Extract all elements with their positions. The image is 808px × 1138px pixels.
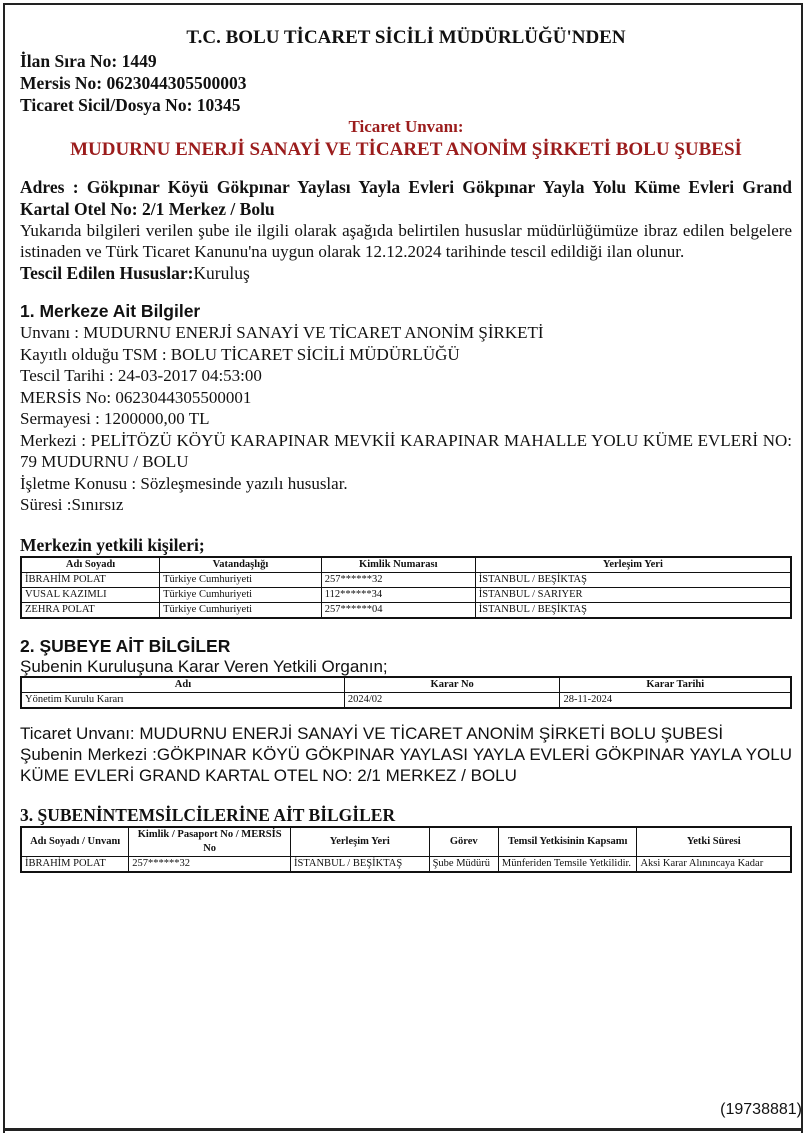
table-row bbox=[21, 587, 791, 602]
section2-subheading: Şubenin Kuruluşuna Karar Veren Yetkili Organın; bbox=[20, 656, 388, 676]
bottom-rule bbox=[3, 1128, 803, 1131]
col-yerlesim-yeri: Yerleşim Yeri bbox=[475, 557, 791, 573]
cell: 28-11-2024 bbox=[560, 692, 791, 708]
ticaret-unvani-label: Ticaret Unvanı: bbox=[348, 117, 464, 136]
cell: 2024/02 bbox=[344, 692, 560, 708]
cell: 257******32 bbox=[129, 856, 291, 872]
sube-merkezi: Şubenin Merkezi :GÖKPINAR KÖYÜ GÖKPINAR YAYLASI YAYLA EVLERİ GÖKPINAR YAYLA YOLU KÜME EVLERİ GRAND KARTAL OTEL NO: 2/1 MERKEZ / BOLU bbox=[20, 744, 792, 785]
cell: 112******34 bbox=[321, 587, 475, 602]
col-karar-tarihi: Karar Tarihi bbox=[560, 677, 791, 693]
col-kimlik-pasaport-mersis: Kimlik / Pasaport No / MERSİS No bbox=[129, 827, 291, 857]
registry-title: T.C. BOLU TİCARET SİCİLİ MÜDÜRLÜĞÜ'NDEN bbox=[186, 27, 626, 48]
col-vatandasligi: Vatandaşlığı bbox=[160, 557, 322, 573]
col-adi-soyadi: Adı Soyadı bbox=[21, 557, 160, 573]
table-row bbox=[21, 692, 791, 708]
merkez-tsm: Kayıtlı olduğu TSM : BOLU TİCARET SİCİLİ MÜDÜRLÜĞÜ bbox=[20, 344, 460, 364]
table-row bbox=[21, 856, 791, 872]
cell: İSTANBUL / SARIYER bbox=[475, 587, 791, 602]
temsilciler-table bbox=[20, 826, 792, 873]
yetkili-kisiler-table bbox=[20, 556, 792, 619]
cell: Aksi Karar Alınıncaya Kadar bbox=[637, 856, 791, 872]
merkez-isletme-konusu: İşletme Konusu : Sözleşmesinde yazılı hususlar. bbox=[20, 473, 348, 493]
col-adi: Adı bbox=[21, 677, 344, 693]
cell: İSTANBUL / BEŞİKTAŞ bbox=[475, 602, 791, 618]
section1-info bbox=[20, 322, 792, 516]
cell: 257******32 bbox=[321, 572, 475, 587]
table-header-row bbox=[21, 677, 791, 693]
merkez-mersis: MERSİS No: 0623044305500001 bbox=[20, 387, 252, 407]
merkez-suresi: Süresi :Sınırsız bbox=[20, 495, 124, 514]
cell: İSTANBUL / BEŞİKTAŞ bbox=[475, 572, 791, 587]
table-row bbox=[21, 572, 791, 587]
tescil-value: Kuruluş bbox=[193, 263, 250, 283]
merkez-tescil-tarihi: Tescil Tarihi : 24-03-2017 04:53:00 bbox=[20, 366, 262, 385]
cell: Türkiye Cumhuriyeti bbox=[160, 587, 322, 602]
sicil-no: Ticaret Sicil/Dosya No: 10345 bbox=[20, 95, 241, 115]
cell: ZEHRA POLAT bbox=[21, 602, 160, 618]
intro-paragraph: Yukarıda bilgileri verilen şube ile ilgili olarak aşağıda belirtilen hususlar müdürlüğümüze ibraz edilen belgelere istinaden ve Türk Ticaret Kanunu'na uygun olarak 12.12.2024 tarihinde tescil edildiği ilan olunur. bbox=[20, 221, 792, 261]
col-yerlesim-yeri: Yerleşim Yeri bbox=[290, 827, 429, 857]
merkez-adres: Merkezi : PELİTÖZÜ KÖYÜ KARAPINAR MEVKİİ KARAPINAR MAHALLE YOLU KÜME EVLERİ NO: 79 MUDURNU / BOLU bbox=[20, 430, 792, 471]
table-header-row bbox=[21, 557, 791, 573]
cell: Yönetim Kurulu Kararı bbox=[21, 692, 344, 708]
tescil-edilen-hususlar bbox=[20, 262, 792, 284]
cell: VUSAL KAZIMLI bbox=[21, 587, 160, 602]
col-kimlik-numarasi: Kimlik Numarası bbox=[321, 557, 475, 573]
cell: İBRAHİM POLAT bbox=[21, 856, 129, 872]
section1-heading: 1. Merkeze Ait Bilgiler bbox=[20, 301, 201, 321]
col-karar-no: Karar No bbox=[344, 677, 560, 693]
col-yetki-suresi: Yetki Süresi bbox=[637, 827, 791, 857]
cell: Münferiden Temsile Yetkilidir. bbox=[498, 856, 637, 872]
merkez-unvan: Unvanı : MUDURNU ENERJİ SANAYİ VE TİCARET ANONİM ŞİRKETİ bbox=[20, 323, 544, 342]
cell: Şube Müdürü bbox=[429, 856, 498, 872]
cell: 257******04 bbox=[321, 602, 475, 618]
sube-ticaret-unvani: Ticaret Unvanı: MUDURNU ENERJİ SANAYİ VE TİCARET ANONİM ŞİRKETİ BOLU ŞUBESİ bbox=[20, 723, 724, 743]
cell: İBRAHİM POLAT bbox=[21, 572, 160, 587]
ticaret-unvani: MUDURNU ENERJİ SANAYİ VE TİCARET ANONİM ŞİRKETİ BOLU ŞUBESİ bbox=[70, 139, 742, 160]
section2-heading: 2. ŞUBEYE AİT BİLGİLER bbox=[20, 635, 231, 656]
reference-number: (19738881) bbox=[720, 1101, 802, 1118]
col-temsil-yetkisi: Temsil Yetkisinin Kapsamı bbox=[498, 827, 637, 857]
section3-heading: 3. ŞUBENİNTEMSİLCİLERİNE AİT BİLGİLER bbox=[20, 804, 396, 825]
cell: Türkiye Cumhuriyeti bbox=[160, 572, 322, 587]
table-header-row bbox=[21, 827, 791, 857]
merkez-sermaye: Sermayesi : 1200000,00 TL bbox=[20, 409, 210, 428]
mersis-no: Mersis No: 0623044305500003 bbox=[20, 73, 247, 93]
cell: Türkiye Cumhuriyeti bbox=[160, 602, 322, 618]
tescil-label: Tescil Edilen Hususlar: bbox=[20, 263, 194, 283]
announcement-page bbox=[20, 26, 792, 873]
yetkili-kisiler-heading: Merkezin yetkili kişileri; bbox=[20, 534, 205, 555]
table-row bbox=[21, 602, 791, 618]
cell: İSTANBUL / BEŞİKTAŞ bbox=[290, 856, 429, 872]
ilan-sira-no: İlan Sıra No: 1449 bbox=[20, 51, 157, 71]
col-adi-soyadi-unvani: Adı Soyadı / Unvanı bbox=[21, 827, 129, 857]
adres: Adres : Gökpınar Köyü Gökpınar Yaylası Yayla Evleri Gökpınar Yayla Yolu Küme Evleri Grand Kartal Otel No: 2/1 Merkez / Bolu bbox=[20, 177, 792, 219]
col-gorev: Görev bbox=[429, 827, 498, 857]
karar-table bbox=[20, 676, 792, 709]
